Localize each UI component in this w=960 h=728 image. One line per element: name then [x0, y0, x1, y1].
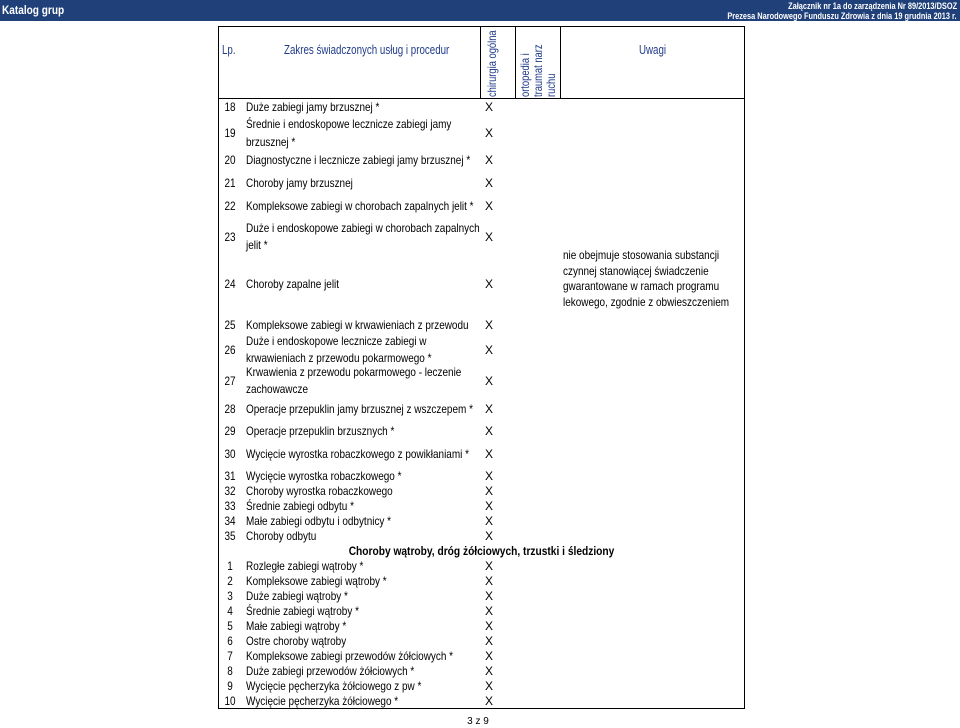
row-number: 4 — [227, 604, 233, 618]
general-surgery-mark: X — [484, 664, 493, 678]
section-header: Choroby wątroby, dróg żółciowych, trzustki i śledziony — [348, 544, 615, 558]
column-divider — [480, 26, 481, 98]
general-surgery-mark: X — [484, 514, 493, 528]
column-header-orthopedics-line: ruchu — [544, 73, 558, 97]
general-surgery-mark: X — [484, 277, 493, 291]
general-surgery-mark: X — [484, 484, 493, 498]
general-surgery-mark: X — [484, 619, 493, 633]
procedure-name: Ostre choroby wątroby — [246, 634, 347, 648]
general-surgery-mark: X — [484, 694, 493, 708]
column-divider — [560, 26, 561, 98]
general-surgery-mark: X — [484, 679, 493, 693]
procedure-name: Wycięcie wyrostka robaczkowego z powikłaniami * — [246, 447, 469, 461]
row-number: 18 — [224, 100, 236, 114]
general-surgery-mark: X — [484, 589, 493, 603]
row-number: 35 — [224, 529, 236, 543]
column-divider — [515, 26, 516, 98]
row-number: 10 — [224, 694, 236, 708]
column-header-orthopedics-line: ortopedia i — [518, 53, 532, 97]
procedure-name: Wycięcie wyrostka robaczkowego * — [246, 469, 402, 483]
row-number: 30 — [224, 447, 236, 461]
row-number: 6 — [227, 634, 233, 648]
general-surgery-mark: X — [484, 402, 493, 416]
row-number: 22 — [224, 199, 236, 213]
procedure-name: Diagnostyczne i lecznicze zabiegi jamy brzusznej * — [246, 153, 471, 167]
catalog-title: Katalog grup — [2, 3, 65, 17]
general-surgery-mark: X — [484, 604, 493, 618]
annex-line-1: Załącznik nr 1a do zarządzenia Nr 89/2013/DSOZ — [788, 1, 957, 11]
procedure-name: jelit * — [246, 238, 268, 252]
remarks-note-line: lekowego, zgodnie z obwieszczeniem — [563, 294, 730, 309]
general-surgery-mark: X — [484, 424, 493, 438]
row-number: 31 — [224, 469, 236, 483]
row-number: 19 — [224, 126, 236, 140]
row-number: 21 — [224, 176, 236, 190]
row-number: 2 — [227, 574, 233, 588]
general-surgery-mark: X — [484, 649, 493, 663]
remarks-note-line: czynnej stanowiącej świadczenie — [563, 263, 709, 278]
procedure-name: Duże i endoskopowe zabiegi w chorobach zapalnych — [246, 221, 480, 235]
remarks-note-line: gwarantowane w ramach programu — [563, 279, 720, 293]
procedure-name: Wycięcie pęcherzyka żółciowego * — [246, 694, 399, 708]
procedure-name: Duże zabiegi jamy brzusznej * — [246, 100, 380, 114]
general-surgery-mark: X — [484, 559, 493, 573]
procedure-name: Duże zabiegi wątroby * — [246, 589, 348, 603]
procedure-name: Choroby jamy brzusznej — [246, 176, 353, 190]
procedure-name: Krwawienia z przewodu pokarmowego - leczenie — [246, 365, 462, 379]
procedure-name: Duże i endoskopowe lecznicze zabiegi w — [246, 334, 427, 348]
row-number: 7 — [227, 649, 233, 663]
general-surgery-mark: X — [484, 100, 493, 114]
procedure-name: Choroby wyrostka robaczkowego — [246, 484, 393, 498]
column-header-orthopedics — [519, 27, 558, 97]
column-header-general-surgery — [485, 27, 499, 97]
general-surgery-mark: X — [484, 229, 493, 244]
procedure-name: Małe zabiegi odbytu i odbytnicy * — [246, 514, 392, 528]
procedure-name: Średnie i endoskopowe lecznicze zabiegi jamy — [246, 117, 452, 131]
general-surgery-mark: X — [484, 373, 493, 388]
procedure-name: Średnie zabiegi wątroby * — [246, 604, 359, 618]
procedure-name: Operacje przepuklin jamy brzusznej z wszczepem * — [246, 402, 473, 416]
column-header-orthopedics-line: traumat narz — [531, 44, 545, 97]
procedure-name: Rozległe zabiegi wątroby * — [246, 559, 364, 573]
procedure-name: Choroby zapalne jelit — [246, 277, 340, 291]
row-number: 24 — [224, 277, 236, 291]
row-number: 5 — [227, 619, 233, 633]
procedure-name: brzusznej * — [246, 135, 296, 149]
column-header-lp: Lp. — [222, 42, 236, 57]
general-surgery-mark: X — [484, 126, 493, 140]
procedure-name: zachowawcze — [246, 382, 309, 396]
header-divider — [218, 98, 745, 99]
procedure-name: Średnie zabiegi odbytu * — [246, 499, 354, 513]
general-surgery-mark: X — [484, 634, 493, 648]
row-number: 34 — [224, 514, 236, 528]
procedure-name: Kompleksowe zabiegi w chorobach zapalnych jelit * — [246, 199, 474, 213]
row-number: 33 — [224, 499, 236, 513]
row-number: 9 — [227, 679, 233, 693]
row-number: 20 — [224, 153, 236, 167]
row-number: 8 — [227, 664, 233, 678]
column-header-general-surgery-label: chirurgia ogólna — [485, 30, 499, 97]
procedure-name: Duże zabiegi przewodów żółciowych * — [246, 664, 415, 678]
page-number: 3 z 9 — [467, 716, 489, 727]
remarks-note-line: nie obejmuje stosowania substancji — [563, 248, 720, 262]
general-surgery-mark: X — [484, 153, 493, 167]
general-surgery-mark: X — [484, 469, 493, 483]
procedure-name: Kompleksowe zabiegi w krwawieniach z przewodu — [246, 318, 469, 332]
general-surgery-mark: X — [484, 499, 493, 513]
column-header-remarks: Uwagi — [638, 42, 667, 57]
general-surgery-mark: X — [484, 342, 493, 357]
general-surgery-mark: X — [484, 447, 493, 461]
general-surgery-mark: X — [484, 199, 493, 213]
row-number: 29 — [224, 424, 236, 438]
general-surgery-mark: X — [484, 176, 493, 190]
procedure-name: Operacje przepuklin brzusznych * — [246, 424, 395, 438]
procedure-name: Kompleksowe zabiegi wątroby * — [246, 574, 387, 588]
row-number: 25 — [224, 318, 236, 332]
procedure-name: Małe zabiegi wątroby * — [246, 619, 347, 633]
procedure-name: Wycięcie pęcherzyka żółciowego z pw * — [246, 679, 422, 693]
column-header-scope: Zakres świadczonych usług i procedur — [284, 42, 450, 57]
general-surgery-mark: X — [484, 318, 493, 332]
remarks-note — [563, 248, 745, 320]
row-number: 26 — [224, 342, 236, 357]
row-number: 23 — [224, 229, 236, 244]
annex-line-2: Prezesa Narodowego Funduszu Zdrowia z dnia 19 grudnia 2013 r. — [727, 11, 957, 21]
row-number: 27 — [224, 373, 236, 388]
general-surgery-mark: X — [484, 529, 493, 543]
row-number: 28 — [224, 402, 236, 416]
procedure-name: Choroby odbytu — [246, 529, 317, 543]
row-number: 32 — [224, 484, 236, 498]
row-number: 1 — [227, 559, 233, 573]
procedure-name: krwawieniach z przewodu pokarmowego * — [246, 351, 432, 365]
procedure-name: Kompleksowe zabiegi przewodów żółciowych * — [246, 649, 454, 663]
general-surgery-mark: X — [484, 574, 493, 588]
row-number: 3 — [227, 589, 233, 603]
